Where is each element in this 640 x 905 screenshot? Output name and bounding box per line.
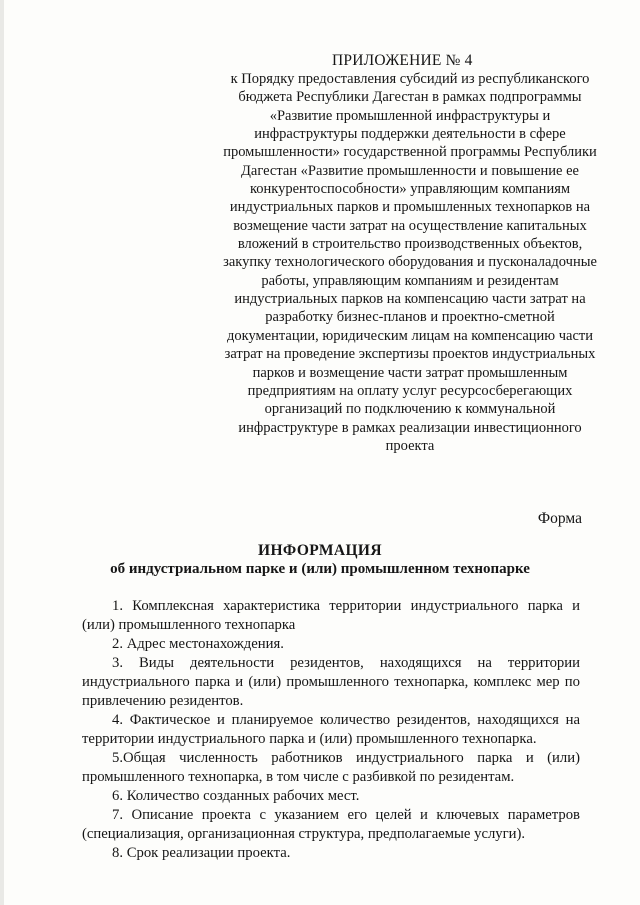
list-item: 7. Описание проекта с указанием его целей и ключевых параметров (специализация, организационная структура, предполагаемые услуги). bbox=[82, 807, 580, 842]
document-heading: ИНФОРМАЦИЯ bbox=[258, 542, 382, 559]
appendix-title: ПРИЛОЖЕНИЕ № 4 bbox=[332, 52, 473, 69]
list-item: 1. Комплексная характеристика территории индустриального парка и (или) промышленного технопарка bbox=[82, 598, 580, 633]
list-item: 8. Срок реализации проекта. bbox=[112, 845, 291, 862]
items-list bbox=[82, 597, 580, 863]
list-item: 5.Общая численность работников индустриального парка и (или) промышленного технопарка, в том числе с разбивкой по резидентам. bbox=[82, 749, 580, 785]
list-item: 6. Количество созданных рабочих мест. bbox=[112, 787, 360, 804]
form-label: Форма bbox=[537, 510, 582, 527]
scan-edge bbox=[0, 0, 4, 905]
appendix-reference-text: к Порядку предоставления субсидий из республиканского бюджета Республики Дагестан в рамках подпрограммы «Развитие промышленной инфраструктуры и инфраструктуры поддержки деятельности в сфере промышленности» государственной программы Республики Дагестан «Развитие промышленности и повышение ее конкурентоспособности» управляющим компаниям индустриальных парков и промышленных технопарков на возмещение части затрат на осуществление капитальных вложений в строительство производственных объектов, закупку технологического оборудования и пусконаладочные работы, управляющим компаниям и резидентам индустриальных парков на компенсацию части затрат на разработку бизнес-планов и проектно-сметной документации, юридическим лицам на компенсацию части затрат на проведение экспертизы проектов индустриальных парков и возмещение части затрат промышленным предприятиям на оплату услуг ресурсосберегающих организаций по подключению к коммунальной инфраструктуре в рамках реализации инвестиционного проекта bbox=[223, 71, 597, 454]
list-item: 3. Виды деятельности резидентов, находящихся на территории индустриального парка и (или) промышленного технопарка, комплекс мер по привлечению резидентов. bbox=[82, 655, 580, 709]
list-item: 4. Фактическое и планируемое количество резидентов, находящихся на территории индустриального парка и (или) промышленного технопарка. bbox=[82, 711, 580, 747]
document-subheading: об индустриальном парке и (или) промышленном технопарке bbox=[110, 561, 530, 577]
list-item: 2. Адрес местонахождения. bbox=[112, 635, 284, 652]
